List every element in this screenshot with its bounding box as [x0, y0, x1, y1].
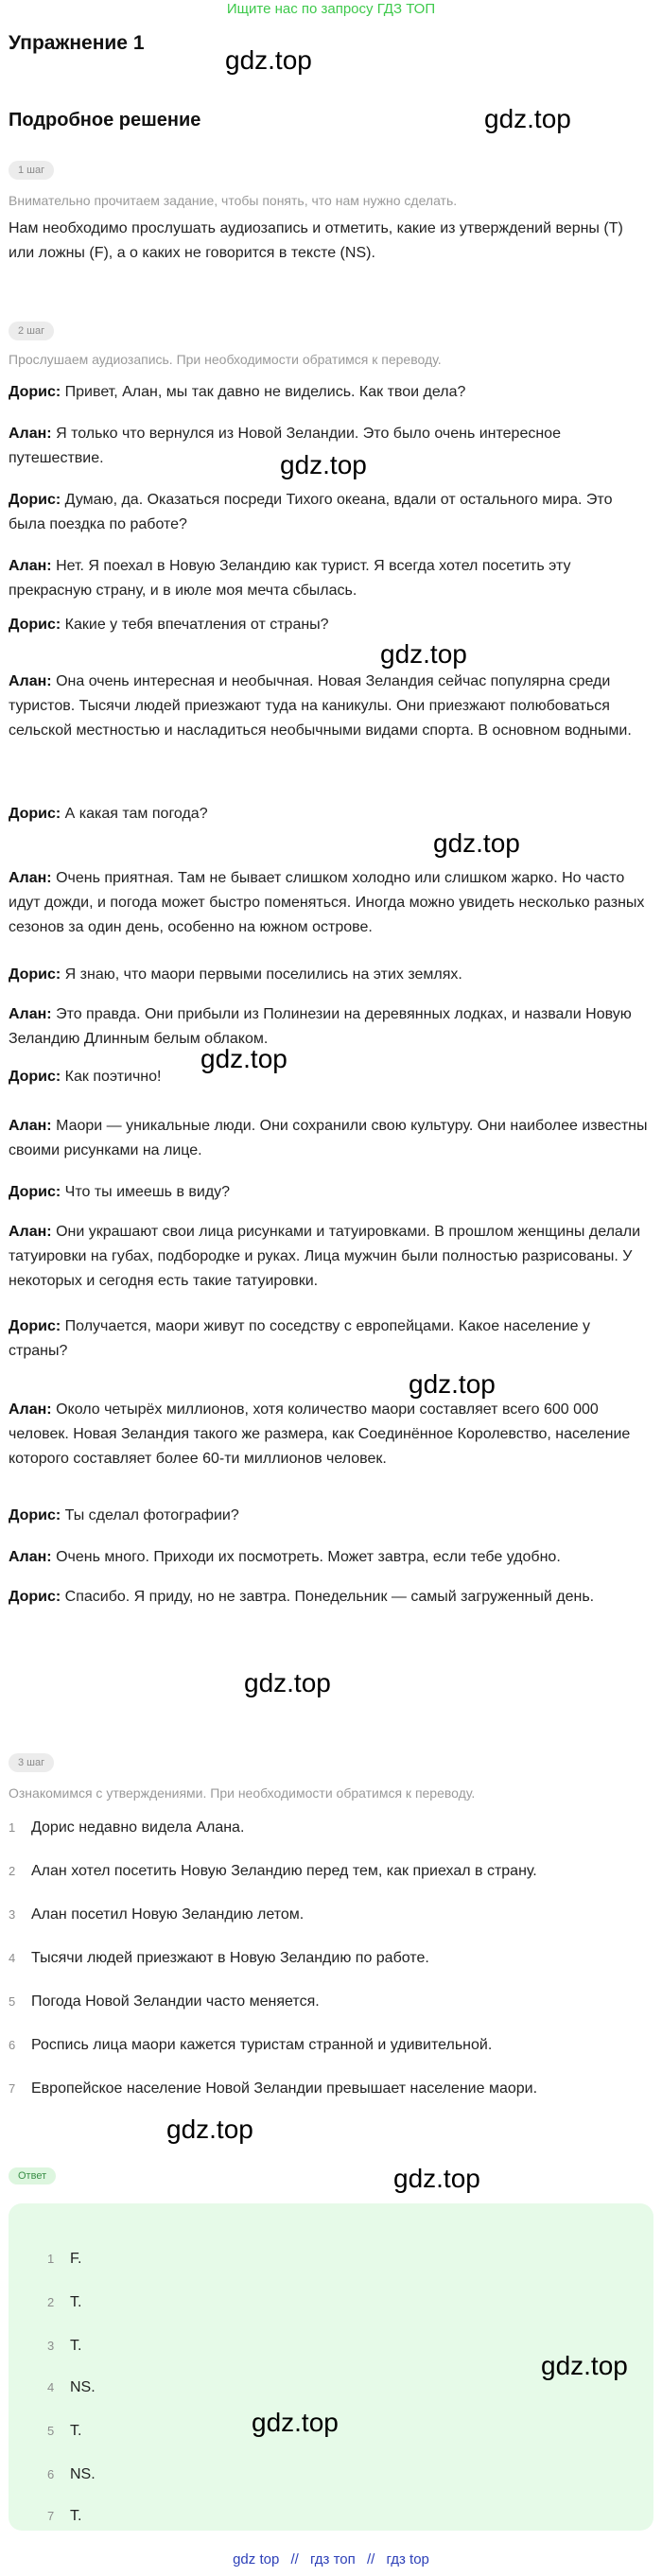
footer-links	[0, 2551, 662, 2567]
footer-separator: //	[290, 2551, 299, 2567]
watermark: gdz.top	[252, 2408, 339, 2437]
answer-item: 7 T.	[47, 2508, 82, 2524]
statement-item: 1 Дорис недавно видела Алана.	[9, 1819, 245, 1836]
watermark: gdz.top	[484, 104, 571, 133]
dialogue-line: Дорис: Привет, Алан, мы так давно не виделись. Как твои дела?	[9, 384, 466, 400]
dialogue-line: Дорис: Какие у тебя впечатления от страны?	[9, 617, 329, 633]
step-badge: 1 шаг	[9, 161, 54, 180]
speaker: Дорис:	[9, 1184, 61, 1200]
step-note: Внимательно прочитаем задание, чтобы понять, что нам нужно сделать.	[9, 193, 458, 208]
speaker: Алан:	[9, 673, 52, 689]
dialogue-line: Дорис: Что ты имеешь в виду?	[9, 1184, 231, 1200]
step-badge: 2 шаг	[9, 322, 54, 340]
speaker: Дорис:	[9, 1069, 61, 1085]
speaker: Дорис:	[9, 492, 61, 508]
statement-item: 6 Роспись лица маори кажется туристам странной и удивительной.	[9, 2037, 493, 2053]
dialogue-line: Дорис: Спасибо. Я приду, но не завтра. Понедельник — самый загруженный день.	[9, 1589, 595, 1605]
dialogue-line: Алан: Это правда. Они прибыли из Полинезии на деревянных лодках, и назвали Новую Зеландию Длинным белым облаком.	[9, 1006, 632, 1047]
answer-badge: Ответ	[9, 2167, 56, 2184]
answer-item: 5 T.	[47, 2423, 82, 2439]
speaker: Алан:	[9, 426, 52, 442]
watermark: gdz.top	[200, 1044, 287, 1073]
watermark: gdz.top	[280, 450, 367, 479]
speaker: Дорис:	[9, 966, 61, 983]
dialogue-line: Алан: Очень много. Приходи их посмотреть. Может завтра, если тебе удобно.	[9, 1549, 561, 1565]
watermark: gdz.top	[393, 2164, 480, 2193]
dialogue-line: Алан: Около четырёх миллионов, хотя количество маори составляет всего 600 000 человек. Новая Зеландия такого же размера, как Соединённое Королевство, население которого составляет более 60-ти миллионов человек.	[9, 1401, 631, 1467]
dialogue-line: Дорис: Думаю, да. Оказаться посреди Тихого океана, вдали от остального мира. Это была поездка по работе?	[9, 492, 613, 532]
watermark: gdz.top	[225, 45, 312, 75]
speaker: Дорис:	[9, 806, 61, 822]
speaker: Дорис:	[9, 1507, 61, 1523]
footer-separator: //	[366, 2551, 375, 2567]
speaker: Алан:	[9, 1224, 52, 1240]
page-title: Упражнение 1	[9, 32, 145, 54]
answer-item: 4 NS.	[47, 2379, 96, 2395]
speaker: Дорис:	[9, 1589, 61, 1605]
watermark: gdz.top	[433, 828, 520, 858]
dialogue-line: Алан: Она очень интересная и необычная. Новая Зеландия сейчас популярна среди туристов. Тысячи людей приезжают туда на каникулы. Они приезжают полюбоваться сельской местностью и насладиться необычными видами спорта. В основном водными.	[9, 673, 632, 739]
dialogue-line: Алан: Очень приятная. Там не бывает слишком холодно или слишком жарко. Но часто идут дожди, и погода может быстро поменяться. Иногда можно увидеть несколько разных сезонов за один день, особенно на южном острове.	[9, 870, 645, 935]
step-badge: 3 шаг	[9, 1753, 54, 1772]
footer-link[interactable]: гдз топ	[310, 2551, 356, 2567]
search-banner[interactable]: Ищите нас по запросу ГДЗ ТОП	[226, 1, 436, 17]
answer-item: 1 F.	[47, 2251, 82, 2267]
step-text: Нам необходимо прослушать аудиозапись и отметить, какие из утверждений верны (T) или ложны (F), а о каких не говорится в тексте (NS).	[9, 220, 623, 261]
speaker: Дорис:	[9, 617, 61, 633]
answer-item: 3 T.	[47, 2338, 82, 2354]
statement-item: 7 Европейское население Новой Зеландии превышает население маори.	[9, 2080, 538, 2097]
speaker: Алан:	[9, 1401, 52, 1418]
speaker: Алан:	[9, 1006, 52, 1022]
section-title: Подробное решение	[9, 110, 201, 131]
answer-item: 6 NS.	[47, 2466, 96, 2482]
speaker: Алан:	[9, 1549, 52, 1565]
step-note: Ознакомимся с утверждениями. При необходимости обратимся к переводу.	[9, 1785, 476, 1801]
speaker: Алан:	[9, 1118, 52, 1134]
statement-item: 5 Погода Новой Зеландии часто меняется.	[9, 1993, 320, 2010]
dialogue-line: Дорис: А какая там погода?	[9, 806, 208, 822]
step-note: Прослушаем аудиозапись. При необходимости обратимся к переводу.	[9, 352, 442, 367]
speaker: Дорис:	[9, 384, 61, 400]
footer-link[interactable]: гдз top	[386, 2551, 429, 2567]
footer-link[interactable]: gdz top	[233, 2551, 280, 2567]
dialogue-line: Алан: Нет. Я поехал в Новую Зеландию как турист. Я всегда хотел посетить эту прекрасную страну, и в июле моя мечта сбылась.	[9, 558, 571, 599]
dialogue-line: Дорис: Как поэтично!	[9, 1069, 162, 1085]
statement-item: 4 Тысячи людей приезжают в Новую Зеландию по работе.	[9, 1950, 429, 1966]
dialogue-line: Дорис: Получается, маори живут по соседству с европейцами. Какое население у страны?	[9, 1318, 590, 1359]
speaker: Дорис:	[9, 1318, 61, 1334]
statement-item: 3 Алан посетил Новую Зеландию летом.	[9, 1906, 305, 1923]
speaker: Алан:	[9, 870, 52, 886]
dialogue-line: Дорис: Ты сделал фотографии?	[9, 1507, 239, 1523]
watermark: gdz.top	[541, 2351, 628, 2380]
dialogue-line: Дорис: Я знаю, что маори первыми поселились на этих землях.	[9, 966, 462, 983]
watermark: gdz.top	[409, 1369, 496, 1399]
statement-item: 2 Алан хотел посетить Новую Зеландию перед тем, как приехал в страну.	[9, 1863, 537, 1879]
dialogue-line: Алан: Я только что вернулся из Новой Зеландии. Это было очень интересное путешествие.	[9, 426, 561, 466]
dialogue-line: Алан: Маори — уникальные люди. Они сохранили свою культуру. Они наиболее известны своими рисунками на лице.	[9, 1118, 648, 1158]
dialogue-line: Алан: Они украшают свои лица рисунками и татуировками. В прошлом женщины делали татуировки на губах, подбородке и руках. Лица мужчин были полностью разрисованы. У некоторых и сегодня есть такие татуировки.	[9, 1224, 641, 1289]
watermark: gdz.top	[380, 639, 467, 669]
watermark: gdz.top	[244, 1668, 331, 1697]
answer-item: 2 T.	[47, 2294, 82, 2310]
watermark: gdz.top	[166, 2115, 253, 2144]
speaker: Алан:	[9, 558, 52, 574]
